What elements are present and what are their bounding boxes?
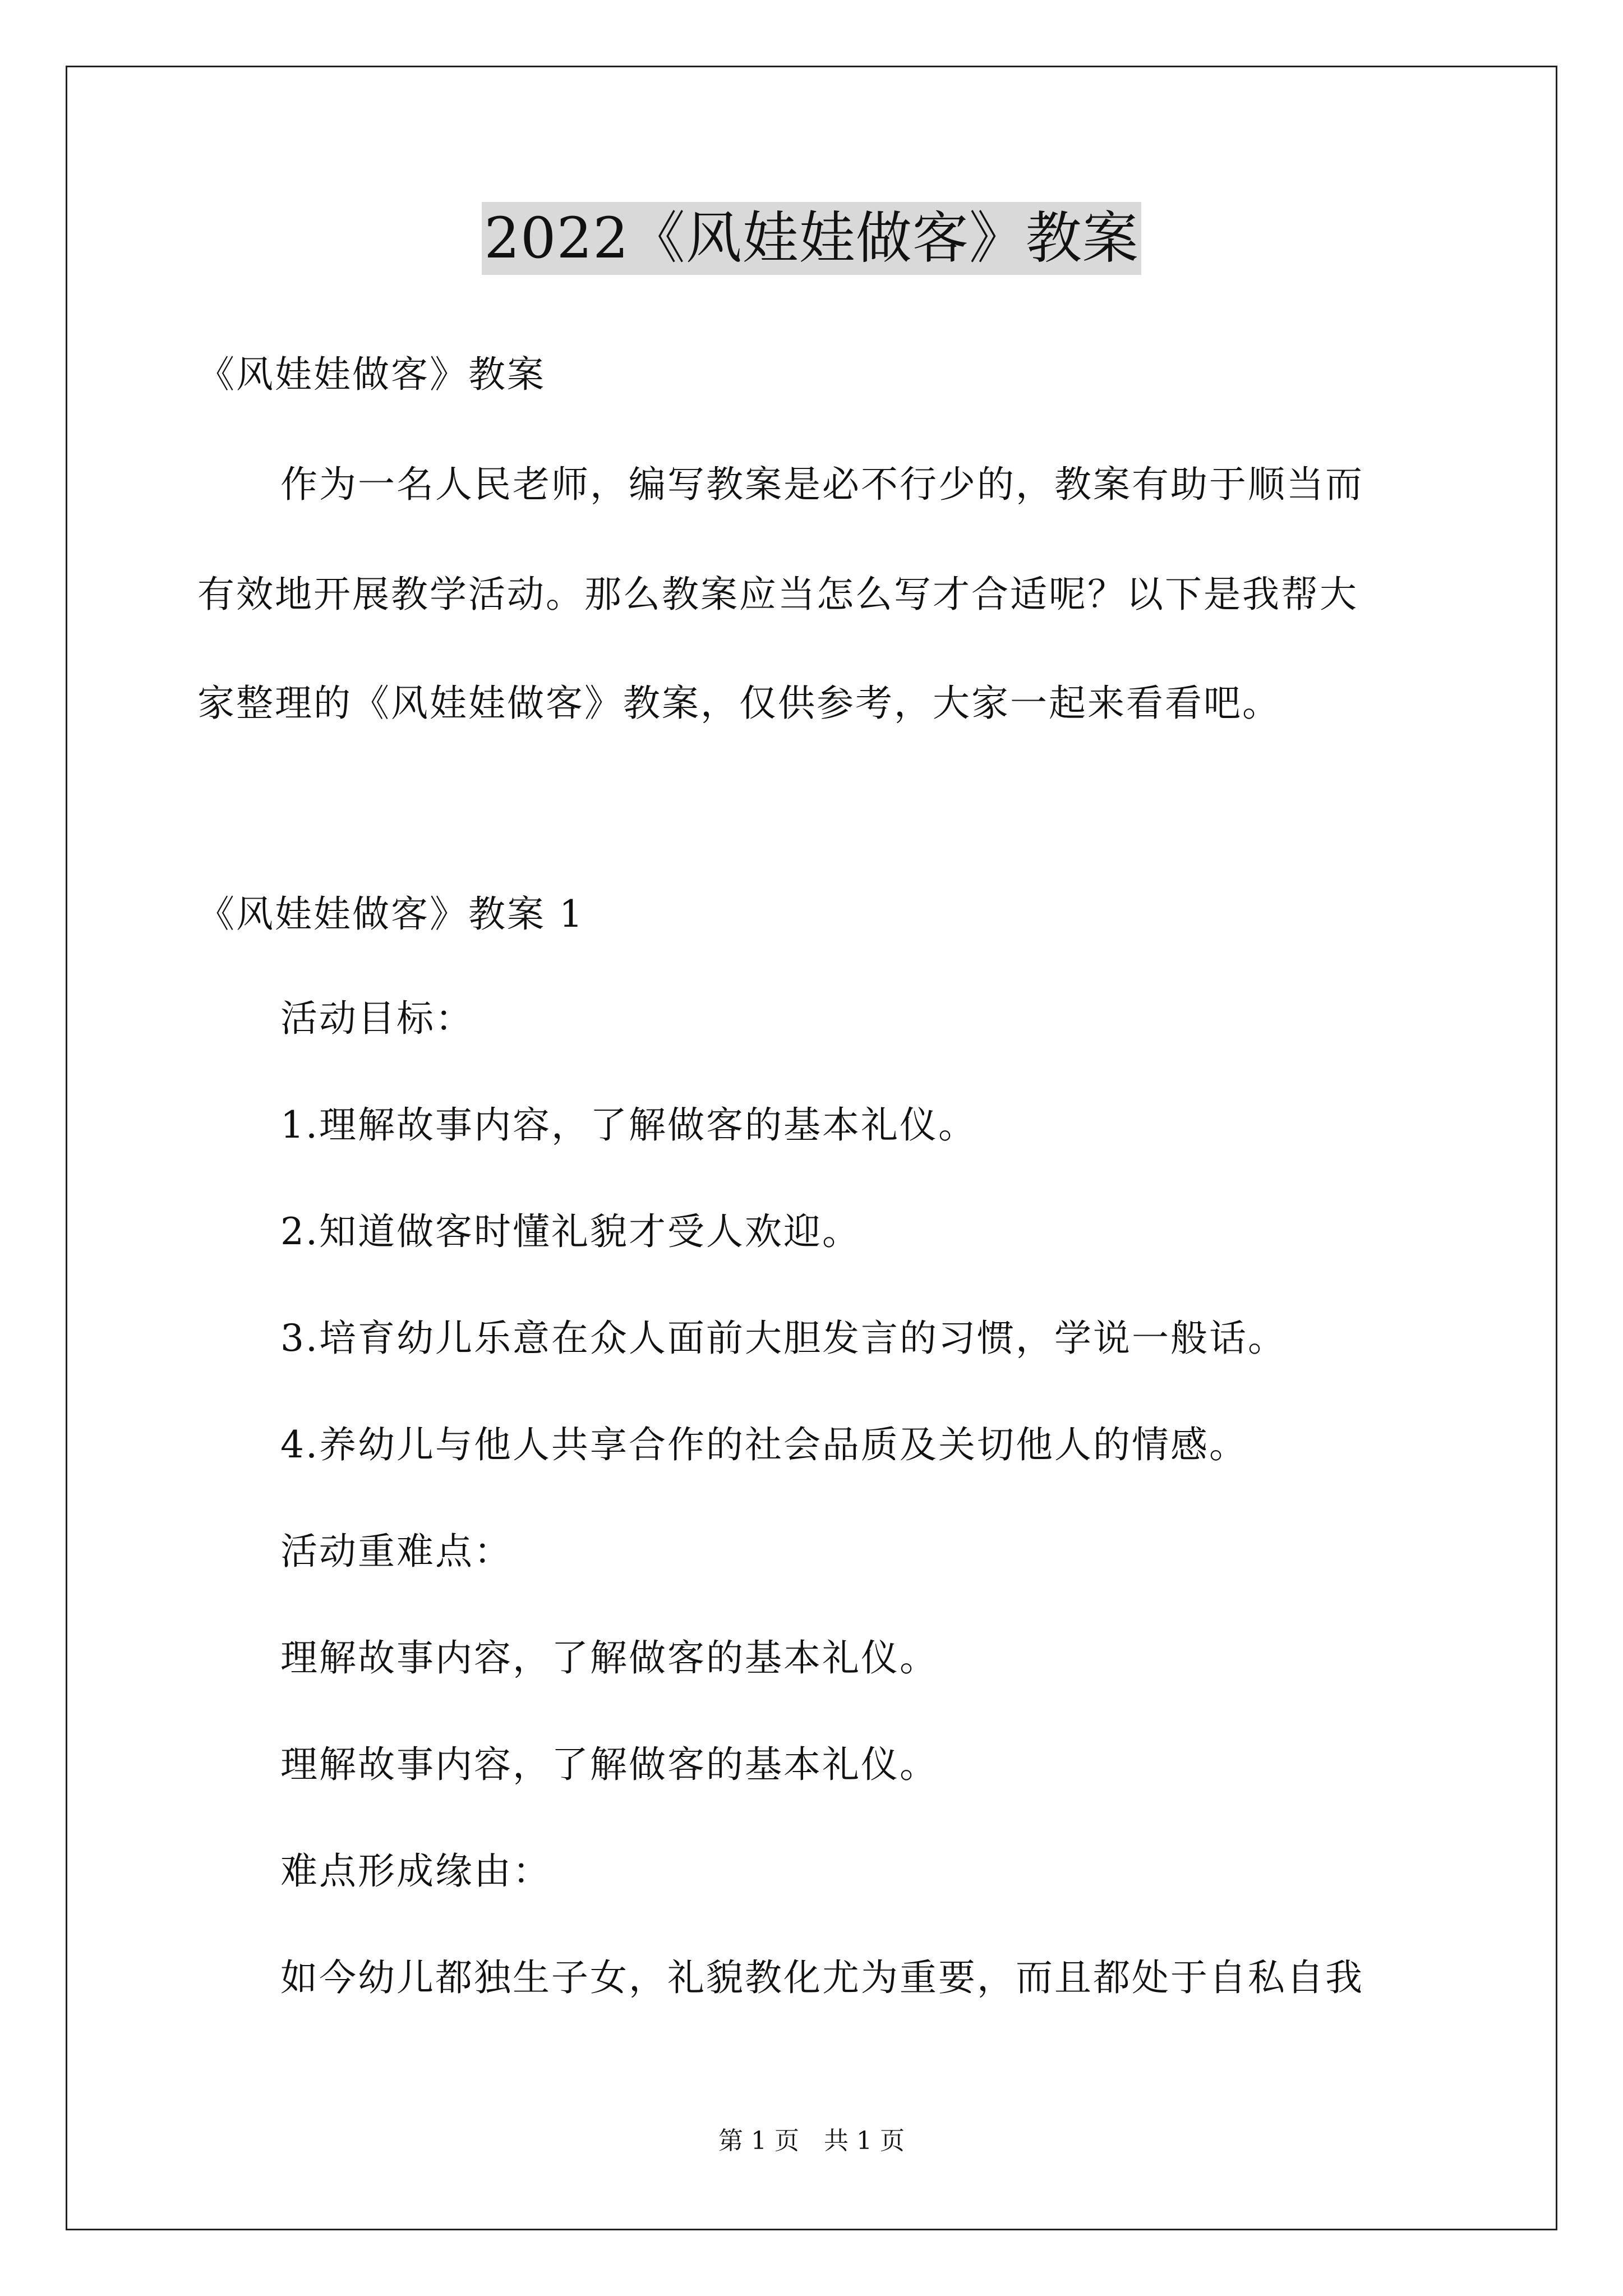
- body-line: 活动目标：: [280, 997, 474, 1040]
- intro-line: 有效地开展教学活动。那么教案应当怎么写才合适呢？以下是我帮大: [197, 573, 1358, 616]
- body-line: 1.理解故事内容，了解做客的基本礼仪。: [280, 1103, 977, 1147]
- body-line: 理解故事内容，了解做客的基本礼仪。: [280, 1743, 938, 1786]
- intro-line: 家整理的《风娃娃做客》教案，仅供参考，大家一起来看看吧。: [197, 682, 1281, 725]
- body-line: 3.培育幼儿乐意在众人面前大胆发言的习惯，学说一般话。: [280, 1317, 1287, 1360]
- body-line: 活动重难点：: [280, 1530, 513, 1573]
- body-line: 4.养幼儿与他人共享合作的社会品质及关切他人的情感。: [280, 1423, 1248, 1466]
- subtitle: 《风娃娃做客》教案: [197, 353, 546, 396]
- section-heading: 《风娃娃做客》教案 1: [197, 892, 584, 936]
- title-container: [0, 202, 1623, 275]
- intro-line: 作为一名人民老师，编写教案是必不行少的，教案有助于顺当而: [280, 463, 1364, 506]
- body-line: 理解故事内容，了解做客的基本礼仪。: [280, 1636, 938, 1680]
- page-title: 2022《风娃娃做客》教案: [482, 202, 1141, 275]
- page-footer: 第 1 页 共 1 页: [718, 2127, 905, 2155]
- body-line: 如今幼儿都独生子女，礼貌教化尤为重要，而且都处于自私自我: [280, 1956, 1364, 1999]
- body-line: 难点形成缘由：: [280, 1849, 551, 1893]
- body-line: 2.知道做客时懂礼貌才受人欢迎。: [280, 1210, 861, 1253]
